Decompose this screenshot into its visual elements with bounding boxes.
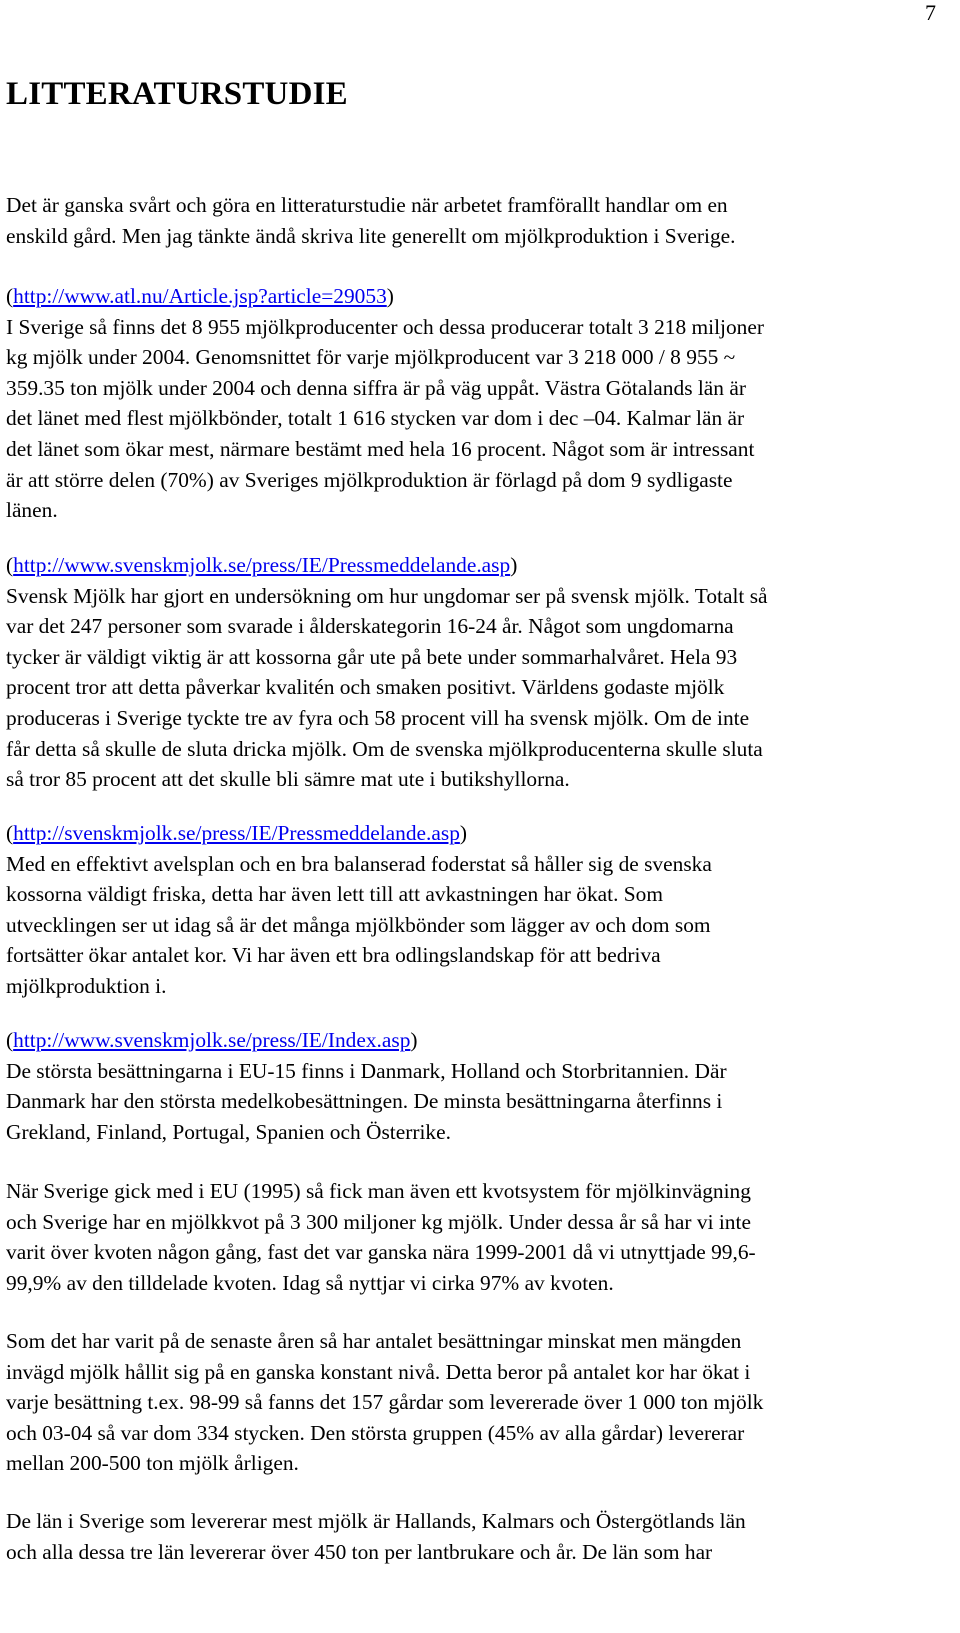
text-line: var det 247 personer som svarade i ålderskategorin 16-24 år. Något som ungdomarna [6, 614, 734, 639]
page-number: 7 [925, 0, 936, 25]
source-citation: (http://svenskmjolk.se/press/IE/Pressmeddelande.asp) [6, 821, 468, 845]
breeding-paragraph [6, 818, 952, 1002]
text-line: och 03-04 så var dom 334 stycken. Den största gruppen (45% av alla gårdar) levererar [6, 1420, 745, 1445]
text-line: det länet som ökar mest, närmare bestämt med hela 16 procent. Något som är intressant [6, 436, 755, 461]
herd-trend-paragraph [6, 1326, 952, 1479]
source-link[interactable]: http://www.svenskmjolk.se/press/IE/Pressmeddelande.asp [13, 553, 511, 577]
text-line: 99,9% av den tilldelade kvoten. Idag så nyttjar vi cirka 97% av kvoten. [6, 1270, 614, 1295]
source-citation: (http://www.svenskmjolk.se/press/IE/Pressmeddelande.asp) [6, 553, 518, 577]
text-line: I Sverige så finns det 8 955 mjölkproducenter och dessa producerar totalt 3 218 miljoner [6, 314, 764, 339]
text-line: Med en effektivt avelsplan och en bra balanserad foderstat så håller sig de svenska [6, 851, 712, 876]
text-line: Danmark har den största medelkobesättningen. De minsta besättningarna återfinns i [6, 1089, 723, 1114]
source-citation: (http://www.atl.nu/Article.jsp?article=29053) [6, 284, 394, 308]
text-line: enskild gård. Men jag tänkte ändå skriva lite generellt om mjölkproduktion i Sverige. [6, 223, 736, 248]
source-link[interactable]: http://www.svenskmjolk.se/press/IE/Index.asp [13, 1028, 411, 1052]
source-link[interactable]: http://svenskmjolk.se/press/IE/Pressmeddelande.asp [13, 821, 460, 845]
text-line: varje besättning t.ex. 98-99 så fanns det 157 gårdar som levererade över 1 000 ton mjölk [6, 1390, 764, 1415]
text-line: mellan 200-500 ton mjölk årligen. [6, 1451, 299, 1476]
text-line: länen. [6, 498, 58, 523]
text-line: 359.35 ton mjölk under 2004 och denna siffra är på väg uppåt. Västra Götalands län är [6, 375, 746, 400]
source-link[interactable]: http://www.atl.nu/Article.jsp?article=29053 [13, 284, 387, 308]
county-paragraph [6, 1506, 952, 1567]
text-line: De län i Sverige som levererar mest mjölk är Hallands, Kalmars och Östergötlands län [6, 1509, 746, 1533]
text-line: Svensk Mjölk har gjort en undersökning om hur ungdomar ser på svensk mjölk. Totalt så [6, 583, 768, 608]
source-citation: (http://www.svenskmjolk.se/press/IE/Index.asp) [6, 1028, 418, 1052]
text-line: kg mjölk under 2004. Genomsnittet för varje mjölkproducent var 3 218 000 / 8 955 ~ [6, 345, 736, 370]
intro-paragraph [6, 190, 952, 251]
text-line: utvecklingen ser ut idag så är det många mjölkbönder som lägger av och dom som [6, 912, 711, 937]
text-line: fortsätter ökar antalet kor. Vi har även ett bra odlingslandskap för att bedriva [6, 943, 661, 968]
text-line: invägd mjölk hållit sig på en ganska konstant nivå. Detta beror på antalet kor har ökat i [6, 1359, 751, 1384]
text-line: De största besättningarna i EU-15 finns i Danmark, Holland och Storbritannien. Där [6, 1058, 727, 1083]
text-line: produceras i Sverige tyckte tre av fyra och 58 procent vill ha svensk mjölk. Om de inte [6, 705, 750, 730]
text-line: Grekland, Finland, Portugal, Spanien och Österrike. [6, 1119, 451, 1144]
atl-paragraph [6, 281, 952, 526]
text-line: mjölkproduktion i. [6, 973, 167, 998]
quota-paragraph [6, 1176, 952, 1298]
text-line: får detta så skulle de sluta dricka mjölk. Om de svenska mjölkproducenterna skulle sluta [6, 736, 763, 761]
eu-herds-paragraph [6, 1025, 952, 1147]
text-line: och alla dessa tre län levererar över 450 ton per lantbrukare och år. De län som har [6, 1539, 713, 1564]
text-line: Det är ganska svårt och göra en litteraturstudie när arbetet framförallt handlar om en [6, 193, 728, 217]
text-line: så tror 85 procent att det skulle bli sämre mat ute i butikshyllorna. [6, 767, 570, 792]
text-line: kossorna väldigt friska, detta har även lett till att avkastningen har ökat. Som [6, 882, 663, 907]
section-heading: LITTERATURSTUDIE [6, 76, 348, 112]
text-line: procent tror att detta påverkar kvalitén och smaken positivt. Världens godaste mjölk [6, 675, 725, 700]
text-line: När Sverige gick med i EU (1995) så fick man även ett kvotsystem för mjölkinvägning [6, 1179, 751, 1203]
text-line: varit över kvoten någon gång, fast det var ganska nära 1999-2001 då vi utnyttjade 99,6- [6, 1240, 756, 1265]
text-line: är att större delen (70%) av Sveriges mjölkproduktion är förlagd på dom 9 sydligaste [6, 467, 733, 492]
survey-paragraph [6, 550, 952, 795]
text-line: det länet med flest mjölkbönder, totalt 1 616 stycken var dom i dec –04. Kalmar län är [6, 406, 745, 431]
text-line: Som det har varit på de senaste åren så har antalet besättningar minskat men mängden [6, 1329, 742, 1353]
text-line: tycker är väldigt viktig är att kossorna går ute på bete under sommarhalvåret. Hela 93 [6, 644, 738, 669]
text-line: och Sverige har en mjölkkvot på 3 300 miljoner kg mjölk. Under dessa år så har vi inte [6, 1209, 751, 1234]
